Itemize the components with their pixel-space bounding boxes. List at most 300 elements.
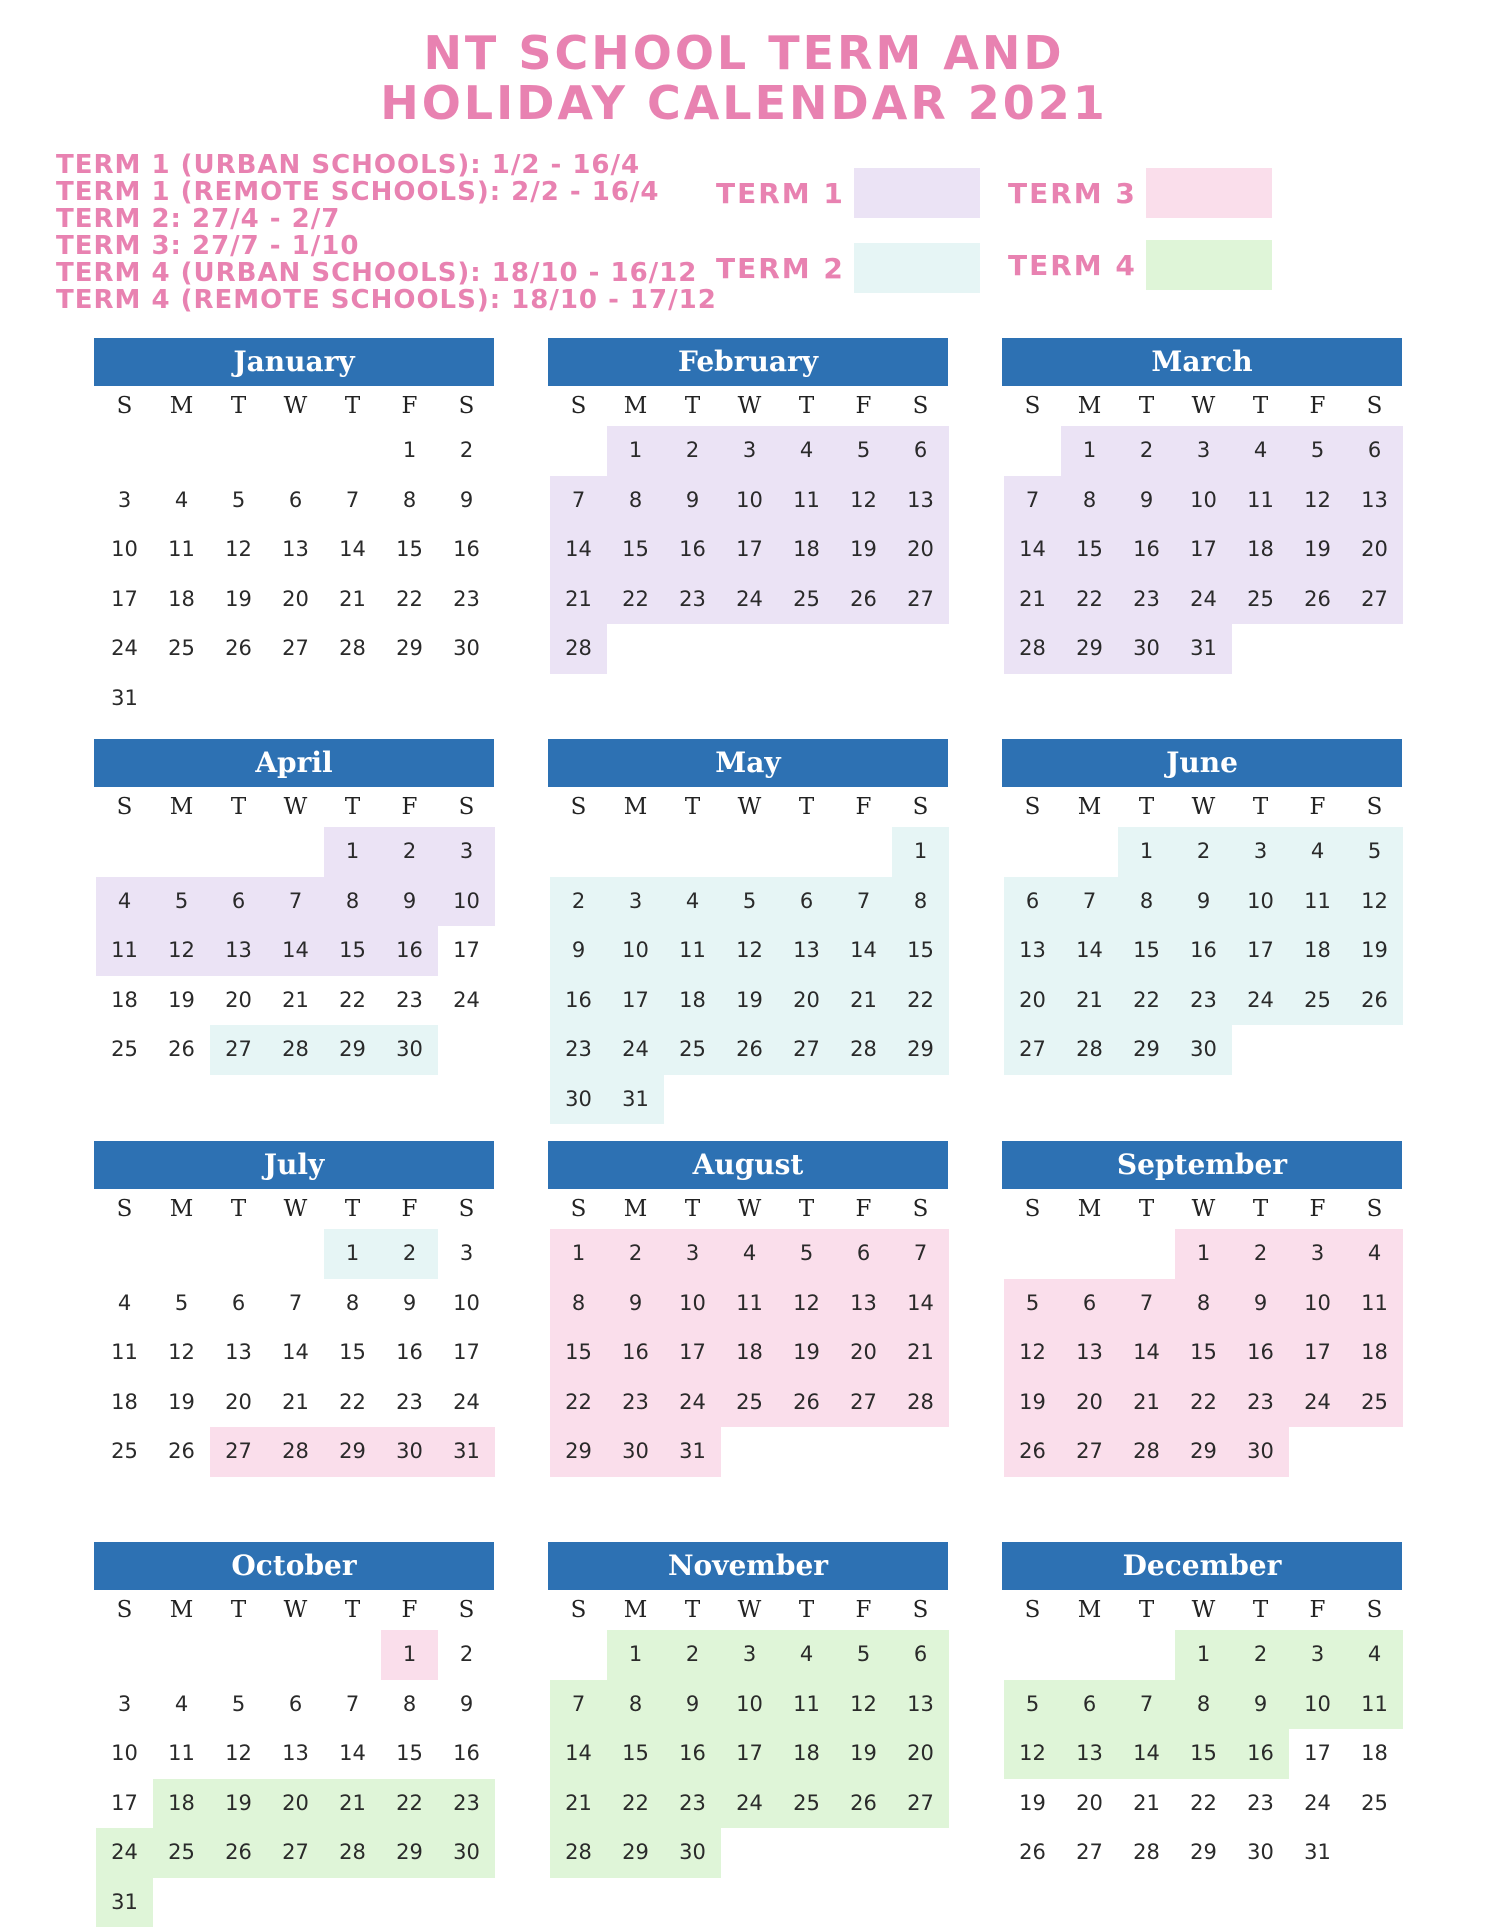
- day-cell: 21: [324, 1779, 381, 1829]
- day-cell: 28: [267, 1427, 324, 1477]
- day-cell: 6: [778, 877, 835, 927]
- day-cell: 1: [892, 827, 949, 877]
- month-august: [548, 1141, 948, 1477]
- day-cell: 29: [381, 1828, 438, 1878]
- weekday-label: F: [381, 1590, 438, 1630]
- day-cell: 11: [1289, 877, 1346, 927]
- month-title: November: [548, 1542, 948, 1590]
- day-cell: 30: [381, 1025, 438, 1075]
- day-cell: 23: [1118, 575, 1175, 625]
- day-cell: 16: [381, 1328, 438, 1378]
- legend-term-4: [1008, 240, 1272, 290]
- weekday-row: [1004, 1590, 1402, 1630]
- day-cell: 2: [607, 1229, 664, 1279]
- day-cell: 14: [892, 1279, 949, 1329]
- month-title: March: [1002, 338, 1402, 386]
- empty-cell: [1061, 827, 1118, 877]
- day-cell: 22: [1175, 1779, 1232, 1829]
- weekday-label: T: [1232, 787, 1289, 827]
- weekday-label: M: [153, 1189, 210, 1229]
- day-cell: 12: [1004, 1729, 1061, 1779]
- day-cell: 25: [664, 1025, 721, 1075]
- day-cell: 23: [438, 1779, 495, 1829]
- day-cell: 17: [96, 575, 153, 625]
- day-cell: 5: [1004, 1680, 1061, 1730]
- day-cell: 7: [1004, 476, 1061, 526]
- day-cell: 18: [153, 575, 210, 625]
- day-cell: 27: [835, 1378, 892, 1428]
- month-december: [1002, 1542, 1402, 1878]
- day-cell: 9: [550, 926, 607, 976]
- day-cell: 23: [1175, 976, 1232, 1026]
- empty-cell: [550, 827, 607, 877]
- weekday-label: M: [1061, 1189, 1118, 1229]
- weekday-label: T: [324, 1590, 381, 1630]
- empty-cell: [607, 827, 664, 877]
- day-cell: 11: [1232, 476, 1289, 526]
- day-cell: 26: [1289, 575, 1346, 625]
- day-cell: 16: [438, 525, 495, 575]
- weekday-row: [550, 1590, 948, 1630]
- day-cell: 16: [1232, 1729, 1289, 1779]
- day-cell: 4: [1232, 426, 1289, 476]
- day-cell: 21: [324, 575, 381, 625]
- empty-cell: [210, 827, 267, 877]
- day-cell: 27: [892, 575, 949, 625]
- day-cell: 21: [1118, 1378, 1175, 1428]
- day-cell: 4: [664, 877, 721, 927]
- weekday-label: W: [721, 386, 778, 426]
- empty-cell: [96, 426, 153, 476]
- month-title: August: [548, 1141, 948, 1189]
- day-cell: 23: [1232, 1378, 1289, 1428]
- day-cell: 28: [892, 1378, 949, 1428]
- day-cell: 15: [607, 1729, 664, 1779]
- day-cell: 9: [1175, 877, 1232, 927]
- day-cell: 18: [778, 1729, 835, 1779]
- day-grid: [550, 827, 948, 1124]
- day-cell: 5: [210, 1680, 267, 1730]
- day-cell: 3: [607, 877, 664, 927]
- weekday-label: M: [607, 386, 664, 426]
- weekday-label: W: [267, 386, 324, 426]
- day-cell: 20: [1346, 525, 1403, 575]
- day-cell: 1: [1118, 827, 1175, 877]
- day-cell: 12: [1004, 1328, 1061, 1378]
- day-cell: 30: [438, 624, 495, 674]
- empty-cell: [778, 827, 835, 877]
- day-cell: 15: [381, 525, 438, 575]
- day-cell: 14: [550, 1729, 607, 1779]
- day-cell: 17: [438, 926, 495, 976]
- weekday-label: M: [153, 787, 210, 827]
- day-cell: 5: [835, 426, 892, 476]
- weekday-label: S: [1004, 386, 1061, 426]
- weekday-label: S: [438, 1189, 495, 1229]
- day-cell: 19: [835, 525, 892, 575]
- day-cell: 24: [721, 1779, 778, 1829]
- weekday-label: T: [324, 386, 381, 426]
- empty-cell: [1118, 1229, 1175, 1279]
- day-cell: 8: [607, 476, 664, 526]
- day-cell: 10: [438, 1279, 495, 1329]
- day-cell: 19: [721, 976, 778, 1026]
- weekday-label: S: [96, 1189, 153, 1229]
- day-cell: 14: [324, 525, 381, 575]
- day-cell: 9: [381, 877, 438, 927]
- weekday-label: T: [664, 1590, 721, 1630]
- legend-swatch-term-1: [854, 168, 980, 218]
- day-cell: 12: [835, 1680, 892, 1730]
- empty-cell: [267, 1630, 324, 1680]
- day-cell: 14: [324, 1729, 381, 1779]
- day-cell: 26: [835, 575, 892, 625]
- day-cell: 16: [438, 1729, 495, 1779]
- day-cell: 20: [210, 1378, 267, 1428]
- month-april: [94, 739, 494, 1075]
- day-cell: 16: [1118, 525, 1175, 575]
- day-cell: 18: [1232, 525, 1289, 575]
- day-cell: 14: [1118, 1729, 1175, 1779]
- day-cell: 17: [96, 1779, 153, 1829]
- day-cell: 27: [267, 1828, 324, 1878]
- month-february: [548, 338, 948, 674]
- day-cell: 29: [1061, 624, 1118, 674]
- empty-cell: [324, 426, 381, 476]
- day-cell: 15: [324, 926, 381, 976]
- day-cell: 9: [664, 1680, 721, 1730]
- day-cell: 19: [1346, 926, 1403, 976]
- empty-cell: [835, 827, 892, 877]
- day-cell: 7: [324, 1680, 381, 1730]
- empty-cell: [210, 426, 267, 476]
- day-cell: 10: [96, 525, 153, 575]
- day-cell: 26: [1004, 1427, 1061, 1477]
- day-cell: 26: [153, 1427, 210, 1477]
- day-cell: 24: [1175, 575, 1232, 625]
- day-cell: 27: [1061, 1427, 1118, 1477]
- month-october: [94, 1542, 494, 1927]
- weekday-label: F: [381, 787, 438, 827]
- weekday-label: T: [1118, 1590, 1175, 1630]
- term-date-line: TERM 1 (REMOTE SCHOOLS): 2/2 - 16/4: [56, 179, 717, 206]
- day-cell: 4: [1346, 1229, 1403, 1279]
- day-cell: 18: [96, 976, 153, 1026]
- day-cell: 16: [550, 976, 607, 1026]
- day-cell: 6: [267, 1680, 324, 1730]
- day-cell: 15: [1061, 525, 1118, 575]
- weekday-label: S: [96, 386, 153, 426]
- day-cell: 18: [1346, 1729, 1403, 1779]
- weekday-row: [96, 787, 494, 827]
- day-cell: 6: [210, 1279, 267, 1329]
- day-cell: 25: [1289, 976, 1346, 1026]
- day-cell: 20: [1061, 1779, 1118, 1829]
- day-cell: 27: [778, 1025, 835, 1075]
- day-cell: 25: [153, 1828, 210, 1878]
- day-cell: 5: [835, 1630, 892, 1680]
- day-cell: 11: [664, 926, 721, 976]
- day-cell: 2: [664, 426, 721, 476]
- weekday-label: T: [664, 787, 721, 827]
- term-date-line: TERM 4 (REMOTE SCHOOLS): 18/10 - 17/12: [56, 287, 717, 314]
- weekday-label: S: [550, 787, 607, 827]
- day-cell: 18: [1289, 926, 1346, 976]
- day-cell: 4: [1289, 827, 1346, 877]
- month-title: June: [1002, 739, 1402, 787]
- weekday-label: W: [721, 1590, 778, 1630]
- title-line-2: HOLIDAY CALENDAR 2021: [0, 78, 1488, 128]
- day-cell: 31: [1175, 624, 1232, 674]
- empty-cell: [210, 1229, 267, 1279]
- weekday-label: M: [607, 787, 664, 827]
- day-cell: 22: [1118, 976, 1175, 1026]
- weekday-label: W: [1175, 787, 1232, 827]
- day-cell: 14: [1004, 525, 1061, 575]
- day-cell: 22: [1061, 575, 1118, 625]
- empty-cell: [210, 1630, 267, 1680]
- empty-cell: [96, 1630, 153, 1680]
- day-cell: 25: [778, 575, 835, 625]
- title-line-1: NT SCHOOL TERM AND: [0, 28, 1488, 78]
- day-cell: 16: [664, 1729, 721, 1779]
- weekday-label: S: [550, 1189, 607, 1229]
- day-cell: 12: [778, 1279, 835, 1329]
- day-cell: 26: [210, 1828, 267, 1878]
- weekday-label: W: [721, 787, 778, 827]
- day-cell: 21: [1004, 575, 1061, 625]
- day-cell: 7: [324, 476, 381, 526]
- day-cell: 13: [892, 476, 949, 526]
- day-cell: 24: [96, 624, 153, 674]
- empty-cell: [1118, 1630, 1175, 1680]
- weekday-label: S: [1346, 1189, 1403, 1229]
- weekday-label: S: [892, 787, 949, 827]
- day-cell: 29: [607, 1828, 664, 1878]
- day-cell: 6: [1346, 426, 1403, 476]
- day-cell: 8: [324, 1279, 381, 1329]
- day-cell: 15: [1118, 926, 1175, 976]
- day-cell: 6: [892, 426, 949, 476]
- day-grid: [96, 426, 494, 723]
- month-title: January: [94, 338, 494, 386]
- day-cell: 9: [438, 476, 495, 526]
- day-cell: 31: [664, 1427, 721, 1477]
- day-cell: 10: [438, 877, 495, 927]
- day-cell: 26: [210, 624, 267, 674]
- day-cell: 12: [835, 476, 892, 526]
- legend-label: TERM 4: [1008, 249, 1146, 282]
- day-cell: 5: [778, 1229, 835, 1279]
- day-cell: 18: [778, 525, 835, 575]
- day-cell: 23: [381, 976, 438, 1026]
- legend-term-1: [716, 168, 980, 218]
- day-cell: 12: [153, 1328, 210, 1378]
- empty-cell: [96, 827, 153, 877]
- day-cell: 4: [96, 1279, 153, 1329]
- day-cell: 24: [96, 1828, 153, 1878]
- day-cell: 17: [1289, 1328, 1346, 1378]
- day-cell: 13: [210, 926, 267, 976]
- empty-cell: [1061, 1229, 1118, 1279]
- day-cell: 11: [96, 926, 153, 976]
- day-cell: 11: [721, 1279, 778, 1329]
- day-cell: 1: [324, 1229, 381, 1279]
- day-cell: 7: [267, 877, 324, 927]
- day-cell: 2: [1175, 827, 1232, 877]
- day-cell: 3: [96, 1680, 153, 1730]
- day-cell: 8: [381, 1680, 438, 1730]
- day-cell: 14: [1061, 926, 1118, 976]
- day-cell: 18: [1346, 1328, 1403, 1378]
- weekday-label: T: [778, 1189, 835, 1229]
- month-january: [94, 338, 494, 723]
- day-cell: 24: [664, 1378, 721, 1428]
- day-cell: 9: [438, 1680, 495, 1730]
- day-cell: 1: [381, 426, 438, 476]
- day-cell: 22: [381, 1779, 438, 1829]
- weekday-label: S: [892, 1590, 949, 1630]
- empty-cell: [1061, 1630, 1118, 1680]
- day-cell: 6: [1061, 1680, 1118, 1730]
- day-cell: 29: [892, 1025, 949, 1075]
- day-cell: 26: [1346, 976, 1403, 1026]
- weekday-label: F: [1289, 1189, 1346, 1229]
- day-cell: 16: [1175, 926, 1232, 976]
- day-cell: 27: [892, 1779, 949, 1829]
- day-cell: 10: [721, 476, 778, 526]
- empty-cell: [267, 1229, 324, 1279]
- day-cell: 5: [1004, 1279, 1061, 1329]
- day-cell: 22: [607, 575, 664, 625]
- day-cell: 31: [1289, 1828, 1346, 1878]
- day-cell: 25: [721, 1378, 778, 1428]
- day-cell: 9: [607, 1279, 664, 1329]
- day-cell: 4: [778, 1630, 835, 1680]
- day-cell: 6: [267, 476, 324, 526]
- day-cell: 6: [210, 877, 267, 927]
- day-cell: 21: [835, 976, 892, 1026]
- weekday-label: T: [324, 787, 381, 827]
- weekday-label: T: [778, 386, 835, 426]
- day-cell: 11: [96, 1328, 153, 1378]
- month-title: July: [94, 1141, 494, 1189]
- weekday-label: S: [892, 1189, 949, 1229]
- day-cell: 27: [210, 1427, 267, 1477]
- day-cell: 3: [438, 1229, 495, 1279]
- day-cell: 30: [550, 1075, 607, 1125]
- day-cell: 26: [835, 1779, 892, 1829]
- weekday-label: M: [607, 1189, 664, 1229]
- day-cell: 3: [721, 426, 778, 476]
- month-may: [548, 739, 948, 1124]
- day-cell: 14: [550, 525, 607, 575]
- empty-cell: [96, 1229, 153, 1279]
- day-cell: 30: [381, 1427, 438, 1477]
- day-cell: 3: [96, 476, 153, 526]
- day-cell: 16: [1232, 1328, 1289, 1378]
- day-cell: 30: [1232, 1828, 1289, 1878]
- day-cell: 28: [835, 1025, 892, 1075]
- day-cell: 23: [664, 575, 721, 625]
- day-cell: 2: [1118, 426, 1175, 476]
- day-cell: 22: [324, 1378, 381, 1428]
- empty-cell: [550, 1630, 607, 1680]
- term-date-line: TERM 2: 27/4 - 2/7: [56, 206, 717, 233]
- weekday-label: M: [153, 1590, 210, 1630]
- empty-cell: [324, 1630, 381, 1680]
- day-cell: 11: [778, 476, 835, 526]
- day-grid: [1004, 827, 1402, 1075]
- day-cell: 1: [607, 1630, 664, 1680]
- day-cell: 17: [721, 525, 778, 575]
- weekday-label: W: [267, 787, 324, 827]
- weekday-label: S: [1346, 386, 1403, 426]
- weekday-label: S: [96, 1590, 153, 1630]
- weekday-label: S: [1346, 1590, 1403, 1630]
- empty-cell: [1004, 1229, 1061, 1279]
- day-cell: 29: [324, 1025, 381, 1075]
- day-cell: 6: [1004, 877, 1061, 927]
- day-cell: 18: [153, 1779, 210, 1829]
- day-cell: 8: [607, 1680, 664, 1730]
- day-cell: 7: [550, 1680, 607, 1730]
- day-cell: 3: [438, 827, 495, 877]
- weekday-label: S: [550, 386, 607, 426]
- weekday-label: T: [778, 1590, 835, 1630]
- day-cell: 1: [550, 1229, 607, 1279]
- day-cell: 8: [381, 476, 438, 526]
- month-july: [94, 1141, 494, 1477]
- day-cell: 26: [1004, 1828, 1061, 1878]
- day-cell: 6: [835, 1229, 892, 1279]
- weekday-label: W: [1175, 1189, 1232, 1229]
- day-cell: 12: [1346, 877, 1403, 927]
- day-grid: [96, 1229, 494, 1477]
- day-cell: 30: [438, 1828, 495, 1878]
- day-cell: 8: [1175, 1680, 1232, 1730]
- weekday-label: F: [1289, 386, 1346, 426]
- day-cell: 7: [835, 877, 892, 927]
- day-grid: [550, 1630, 948, 1878]
- day-cell: 3: [1175, 426, 1232, 476]
- day-cell: 31: [438, 1427, 495, 1477]
- weekday-label: M: [1061, 386, 1118, 426]
- day-cell: 28: [1118, 1427, 1175, 1477]
- day-cell: 13: [1004, 926, 1061, 976]
- weekday-label: T: [664, 386, 721, 426]
- day-cell: 11: [153, 525, 210, 575]
- day-cell: 4: [778, 426, 835, 476]
- day-cell: 22: [1175, 1378, 1232, 1428]
- day-cell: 3: [721, 1630, 778, 1680]
- day-cell: 27: [1061, 1828, 1118, 1878]
- month-title: May: [548, 739, 948, 787]
- day-cell: 13: [778, 926, 835, 976]
- day-cell: 31: [607, 1075, 664, 1125]
- day-cell: 28: [1061, 1025, 1118, 1075]
- day-cell: 10: [96, 1729, 153, 1779]
- weekday-row: [550, 1189, 948, 1229]
- day-cell: 14: [1118, 1328, 1175, 1378]
- day-cell: 1: [1175, 1229, 1232, 1279]
- day-cell: 29: [324, 1427, 381, 1477]
- day-cell: 25: [96, 1427, 153, 1477]
- weekday-label: T: [210, 1189, 267, 1229]
- day-cell: 20: [835, 1328, 892, 1378]
- day-cell: 12: [721, 926, 778, 976]
- weekday-label: T: [210, 787, 267, 827]
